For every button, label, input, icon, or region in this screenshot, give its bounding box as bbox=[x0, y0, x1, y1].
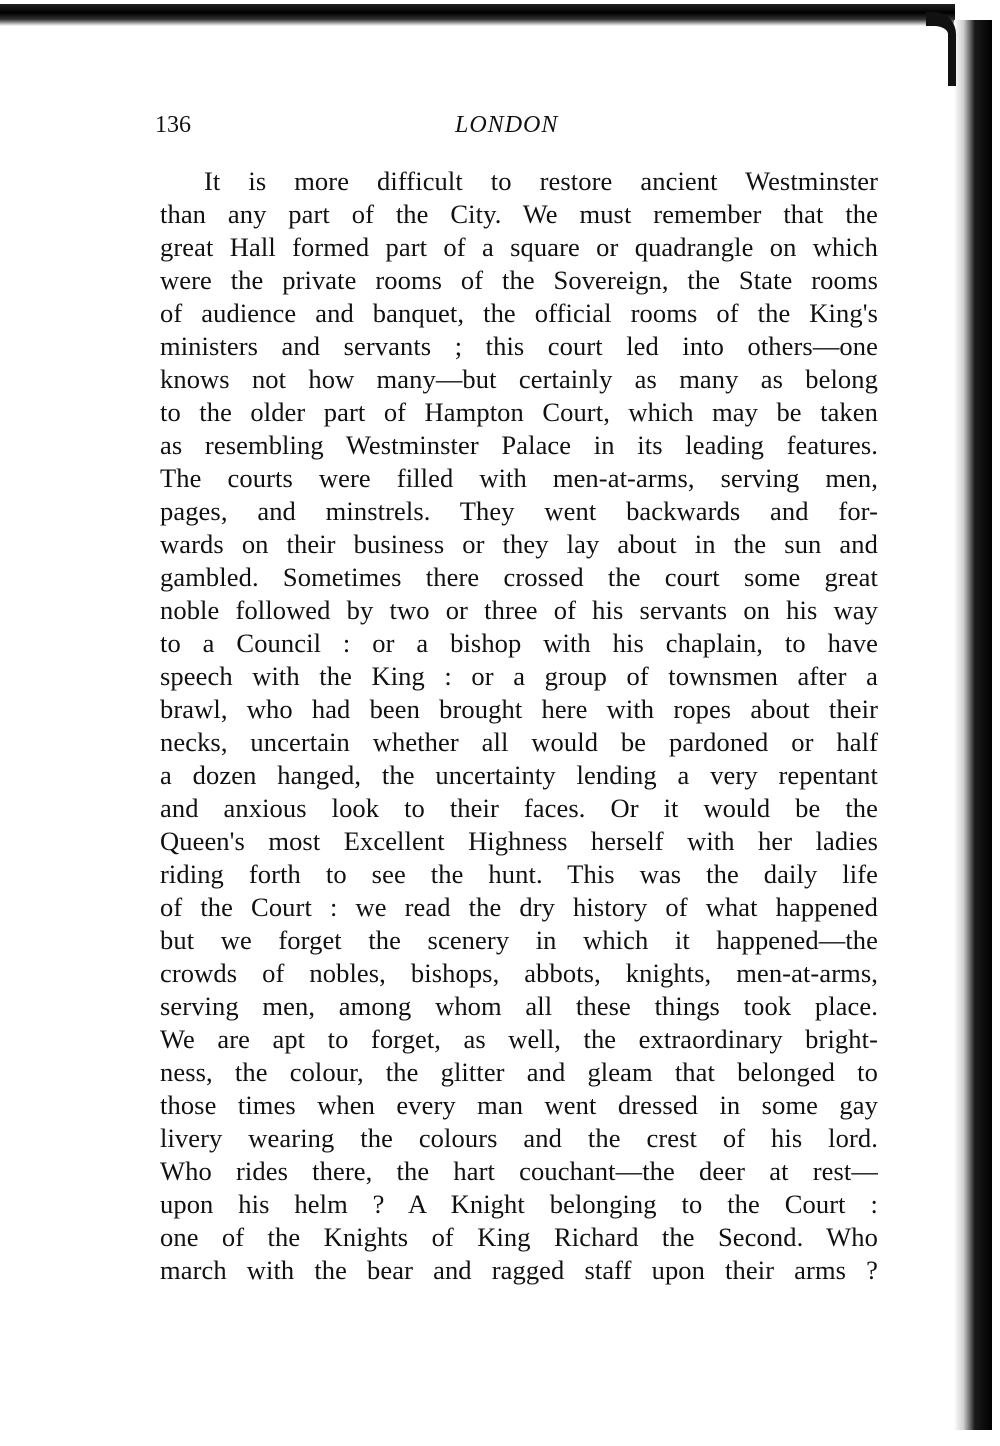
text-line: The courts were filled with men-at-arms, serving men, bbox=[160, 463, 878, 493]
text-line: serving men, among whom all these things took place. bbox=[160, 991, 878, 1021]
text-line: pages, and minstrels. They went backwards and for- bbox=[160, 496, 878, 526]
text-line: those times when every man went dressed in some gay bbox=[160, 1090, 878, 1120]
body-paragraph bbox=[160, 165, 878, 1287]
text-line: Who rides there, the hart couchant—the deer at rest— bbox=[160, 1156, 878, 1186]
text-line: wards on their business or they lay about in the sun and bbox=[160, 529, 878, 559]
text-line: than any part of the City. We must remember that the bbox=[160, 199, 878, 229]
text-line: ministers and servants ; this court led into others—one bbox=[160, 331, 878, 361]
text-line: to the older part of Hampton Court, which may be taken bbox=[160, 397, 878, 427]
text-line: to a Council : or a bishop with his chaplain, to have bbox=[160, 628, 878, 658]
text-line: livery wearing the colours and the crest of his lord. bbox=[160, 1123, 878, 1153]
text-line: We are apt to forget, as well, the extraordinary bright- bbox=[160, 1024, 878, 1054]
text-line: one of the Knights of King Richard the Second. Who bbox=[160, 1222, 878, 1252]
text-line: It is more difficult to restore ancient Westminster bbox=[204, 166, 878, 196]
page-header bbox=[155, 112, 875, 148]
text-line: noble followed by two or three of his servants on his way bbox=[160, 595, 878, 625]
text-line: Queen's most Excellent Highness herself with her ladies bbox=[160, 826, 878, 856]
scan-page-curl bbox=[926, 12, 956, 86]
text-line: crowds of nobles, bishops, abbots, knights, men-at-arms, bbox=[160, 958, 878, 988]
text-line: of the Court : we read the dry history of what happened bbox=[160, 892, 878, 922]
text-line: knows not how many—but certainly as many as belong bbox=[160, 364, 878, 394]
text-line: and anxious look to their faces. Or it would be the bbox=[160, 793, 878, 823]
text-line: were the private rooms of the Sovereign, the State rooms bbox=[160, 265, 878, 295]
text-line: ness, the colour, the glitter and gleam that belonged to bbox=[160, 1057, 878, 1087]
running-title: LONDON bbox=[455, 112, 559, 138]
text-line: riding forth to see the hunt. This was the daily life bbox=[160, 859, 878, 889]
text-line: as resembling Westminster Palace in its leading features. bbox=[160, 430, 878, 460]
scan-page-edge-shadow bbox=[954, 20, 992, 1430]
text-line: march with the bear and ragged staff upon their arms ? bbox=[160, 1255, 878, 1285]
page-number: 136 bbox=[155, 112, 191, 138]
text-line: gambled. Sometimes there crossed the court some great bbox=[160, 562, 878, 592]
text-line: upon his helm ? A Knight belonging to the Court : bbox=[160, 1189, 878, 1219]
text-line: a dozen hanged, the uncertainty lending a very repentant bbox=[160, 760, 878, 790]
text-line: necks, uncertain whether all would be pardoned or half bbox=[160, 727, 878, 757]
text-line: speech with the King : or a group of townsmen after a bbox=[160, 661, 878, 691]
text-line: of audience and banquet, the official rooms of the King's bbox=[160, 298, 878, 328]
text-line: but we forget the scenery in which it happened—the bbox=[160, 925, 878, 955]
scan-top-rule bbox=[0, 4, 955, 26]
text-line: brawl, who had been brought here with ropes about their bbox=[160, 694, 878, 724]
text-line: great Hall formed part of a square or quadrangle on which bbox=[160, 232, 878, 262]
